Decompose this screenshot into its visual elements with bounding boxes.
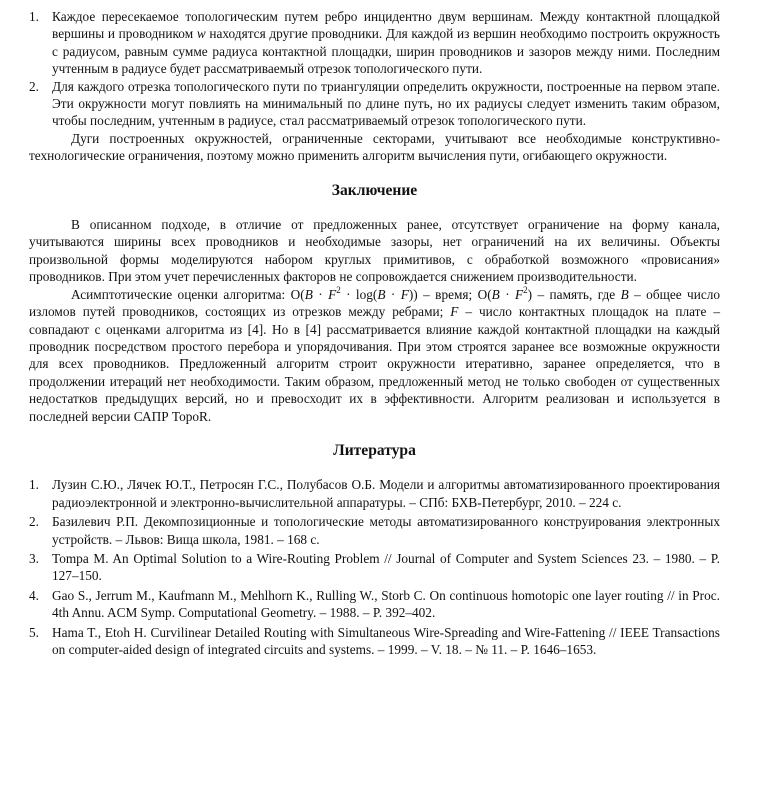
- list-item-text: Каждое пересекаемое топологическим путем ребро инцидентно двум вершинам. Между контактной площадкой вершины и проводником w находятся другие проводники. Для каждой из вершин необходимо построить окружность с радиусом, равным сумме радиуса контактной площадки, ширин проводников и зазоров между ними. Последним учтенным в радиусе будет рассматриваемый отрезок топологического пути.: [52, 9, 720, 77]
- reference-text: Gao S., Jerrum M., Kaufmann M., Mehlhorn K., Rulling W., Storb C. On continuous homotopic one layer routing // in Proc. 4th Annu. ACM Symp. Computational Geometry. – 1988. – P. 392–402.: [52, 587, 720, 621]
- reference-item: [29, 476, 720, 511]
- list-item: [29, 78, 720, 130]
- list-item-text: Для каждого отрезка топологического пути по триангуляции определить окружности, построенные на первом этапе. Эти окружности могут повлиять на минимальный по длине путь, но их радиусы следует изменить таким образом, чтобы последним, учтенным в радиусе, стал рассматриваемый отрезок топологического пути.: [52, 78, 720, 129]
- reference-number: 4.: [29, 587, 39, 603]
- reference-list: [29, 476, 720, 658]
- reference-text: Hama T., Etoh H. Curvilinear Detailed Routing with Simultaneous Wire-Spreading and Wire-Fattening // IEEE Transactions on computer-aided design of integrated circuits and systems. – 1999. – V. 18. – № 11. – P. 1646–1653.: [52, 624, 720, 657]
- conclusion-paragraph-2: Асимптотические оценки алгоритма: $O(B \cdot F^2 \cdot \log(B \cdot F))$ – время; $O(B \cdot F^2)$ – память, где B – общее число изломов путей проводников, состоящих из отрезков между ребрами; F – число контактных площадок на плате – совпадают с оценками алгоритма из [4]. Но в [4] рассматривается влияние каждой контактной площадки на каждый проводник посредством простого перебора и упорядочивания. При этом строятся заранее все возможные окружности для всех проводников. Предложенный алгоритм строит окружности итеративно, заранее определяется, что в продолжении итераций нет необходимости. Таким образом, предложенный метод не только свободен от существенных недостатков предыдущих версий, но и превосходит их в эффективности. Алгоритм реализован и используется в последней версии САПР TopoR.: [29, 284, 721, 424]
- list-item-number: 2.: [29, 78, 39, 94]
- algorithm-steps-list: [29, 8, 720, 130]
- reference-item: [29, 513, 720, 548]
- list-item: [29, 8, 720, 78]
- reference-text: Tompa M. An Optimal Solution to a Wire-Routing Problem // Journal of Computer and System Sciences 23. – 1980. – P. 127–150.: [52, 550, 720, 584]
- list-item-number: 1.: [29, 9, 39, 24]
- reference-number: 1.: [29, 477, 39, 493]
- conclusion-paragraph-1: В описанном подходе, в отличие от предложенных ранее, отсутствует ограничение на форму канала, учитываются ширины всех проводников и необходимые зазоры, нет ограничений на их величины. Объекты произвольной формы моделируются набором круглых примитивов, с обработкой возможного «провисания» проводников. При этом учет перечисленных факторов не сопровождается снижением производительности.: [29, 217, 720, 285]
- literature-heading: Литература: [333, 441, 416, 459]
- reference-number: 2.: [29, 514, 39, 530]
- reference-number: 5.: [29, 624, 39, 640]
- variable-w: w: [196, 26, 206, 42]
- conclusion-heading: Заключение: [331, 181, 418, 199]
- reference-item: [29, 587, 720, 622]
- reference-item: [29, 624, 720, 659]
- reference-text: Лузин С.Ю., Лячек Ю.Т., Петросян Г.С., Полубасов О.Б. Модели и алгоритмы автоматизированного проектирования радиоэлектронной и электронно-вычислительной аппаратуры. – СПб: БХВ-Петербург, 2010. – 224 с.: [52, 477, 720, 510]
- reference-text: Базилевич Р.П. Декомпозиционные и топологические методы автоматизированного конструирования электронных устройств. – Львов: Вища школа, 1981. – 168 с.: [52, 514, 720, 547]
- reference-item: [29, 550, 720, 585]
- arcs-paragraph: Дуги построенных окружностей, ограниченные секторами, учитывают все необходимые конструктивно-технологические ограничения, поэтому можно применить алгоритм вычисления пути, огибающего окружности.: [29, 130, 720, 164]
- reference-number: 3.: [29, 550, 39, 566]
